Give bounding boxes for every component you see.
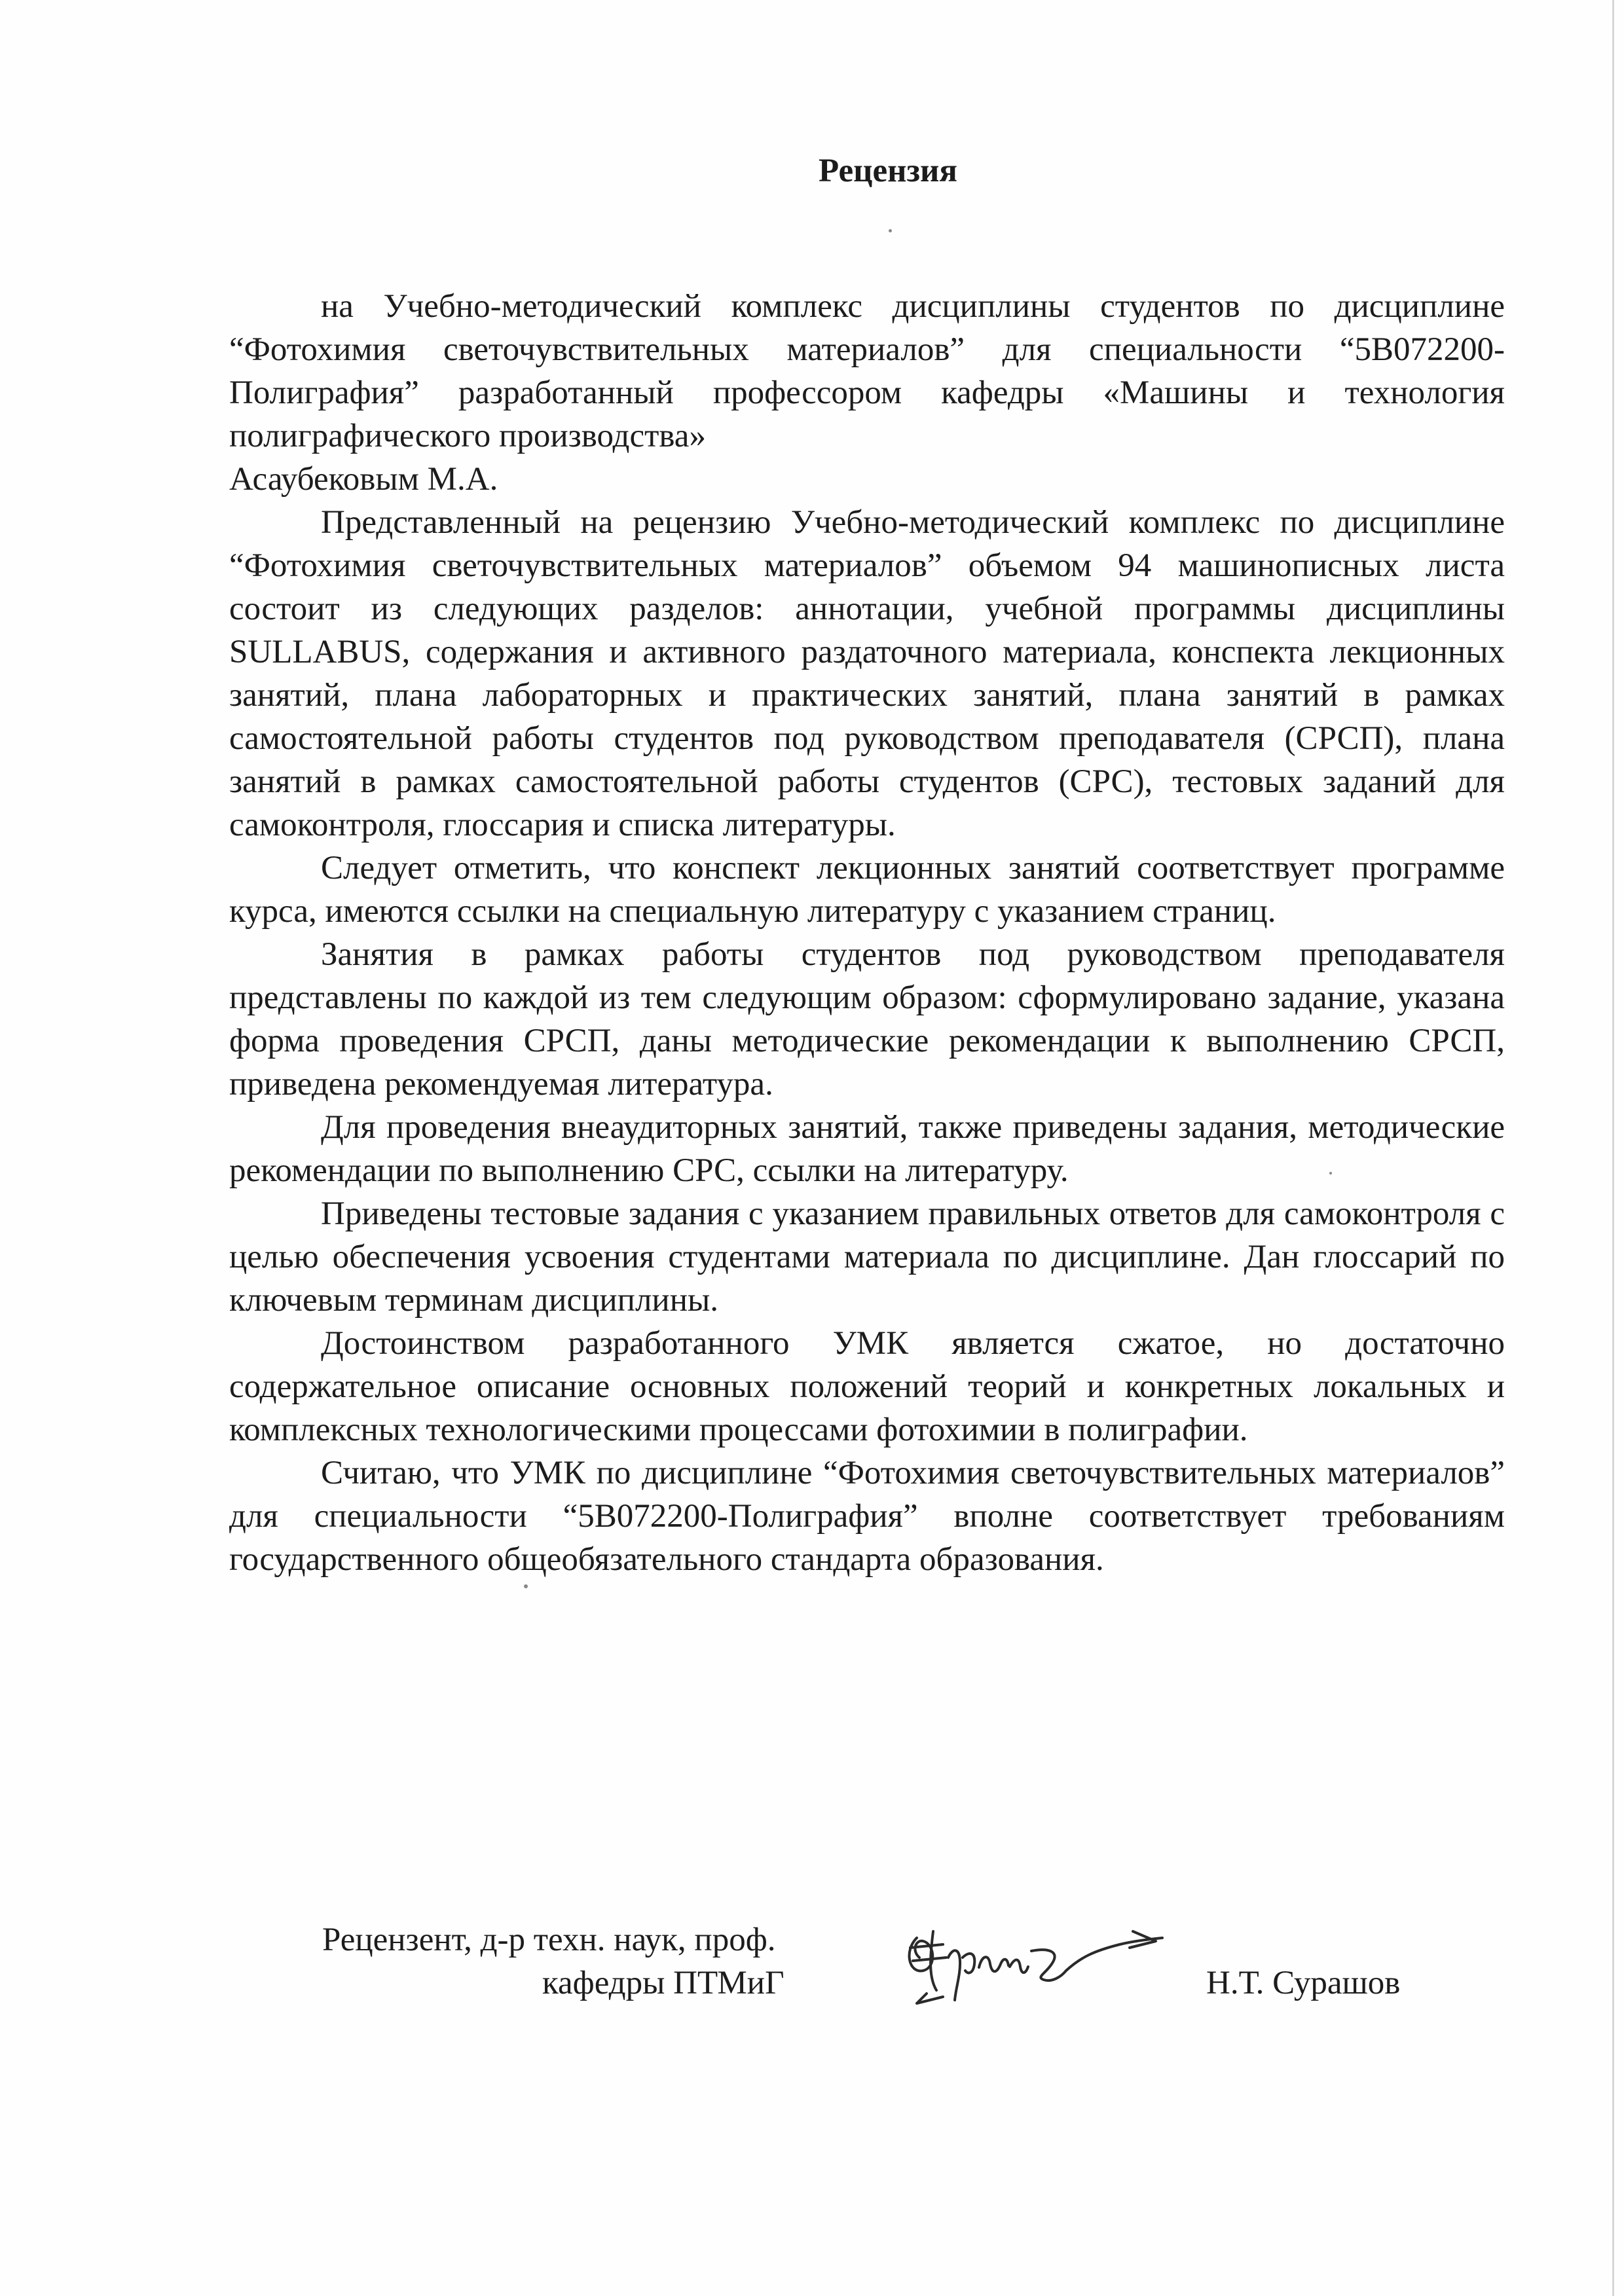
paragraph-conclusion: Считаю, что УМК по дисциплине “Фотохимия светочувствительных материалов” для специальности “5В072200-Полиграфия” вполне соответствует требованиям государственного общеобязательного стандарта образования. <box>229 1455 1505 1578</box>
document-title: Рецензия <box>819 153 957 189</box>
paragraph-srsp: Занятия в рамках работы студентов под руководством преподавателя представлены по каждой из тем следующим образом: сформулировано задание, указана форма проведения СРСП, даны методические рекомендации к выполнению СРСП, приведена рекомендуемая литература. <box>229 936 1505 1102</box>
paragraph-contents: Представленный на рецензию Учебно-методический комплекс по дисциплине “Фотохимия светочувствительных материалов” объемом 94 машинописных листа состоит из следующих разделов: аннотации, учебной программы дисциплины SULLABUS, содержания и активного раздаточного материала, конспекта лекционных занятий, плана лабораторных и практических занятий, плана занятий в рамках самостоятельной работы студентов под руководством преподавателя (СРСП), плана занятий в рамках самостоятельной работы студентов (СРС), тестовых заданий для самоконтроля, глоссария и списка литературы. <box>229 504 1505 843</box>
scan-speck <box>524 1584 528 1588</box>
paragraph-extracurricular: Для проведения внеаудиторных занятий, также приведены задания, методические рекомендации по выполнению СРС, ссылки на литературу. <box>229 1109 1505 1189</box>
reviewer-title-line2: кафедры ПТМиГ <box>542 1965 784 2001</box>
reviewer-title-line1: Рецензент, д-р техн. наук, проф. <box>322 1922 776 1958</box>
paragraph-tests: Приведены тестовые задания с указанием правильных ответов для самоконтроля с целью обеспечения усвоения студентами материала по дисциплине. Дан глоссарий по ключевым терминам дисциплины. <box>229 1195 1505 1319</box>
scan-speck <box>1329 1172 1332 1175</box>
handwritten-signature <box>897 1912 1179 2010</box>
signature-block <box>0 1912 1624 2016</box>
reviewer-name: Н.Т. Сурашов <box>1206 1965 1401 2001</box>
scan-speck <box>889 229 892 232</box>
document-body <box>229 285 1505 1581</box>
paragraph-intro: на Учебно-методический комплекс дисциплины студентов по дисциплине “Фотохимия светочувствительных материалов” для специальности “5В072200-Полиграфия” разработанный профессором кафедры «Машины и технология полиграфического производства» Асаубековым М.А. <box>229 288 1505 498</box>
paragraph-merits: Достоинством разработанного УМК является сжатое, но достаточно содержательное описание основных положений теорий и конкретных локальных и комплексных технологическими процессами фотохимии в полиграфии. <box>229 1325 1505 1448</box>
scan-edge-line <box>1612 0 1614 2296</box>
paragraph-lectures: Следует отметить, что конспект лекционных занятий соответствует программе курса, имеются ссылки на специальную литературу с указанием страниц. <box>229 850 1505 930</box>
